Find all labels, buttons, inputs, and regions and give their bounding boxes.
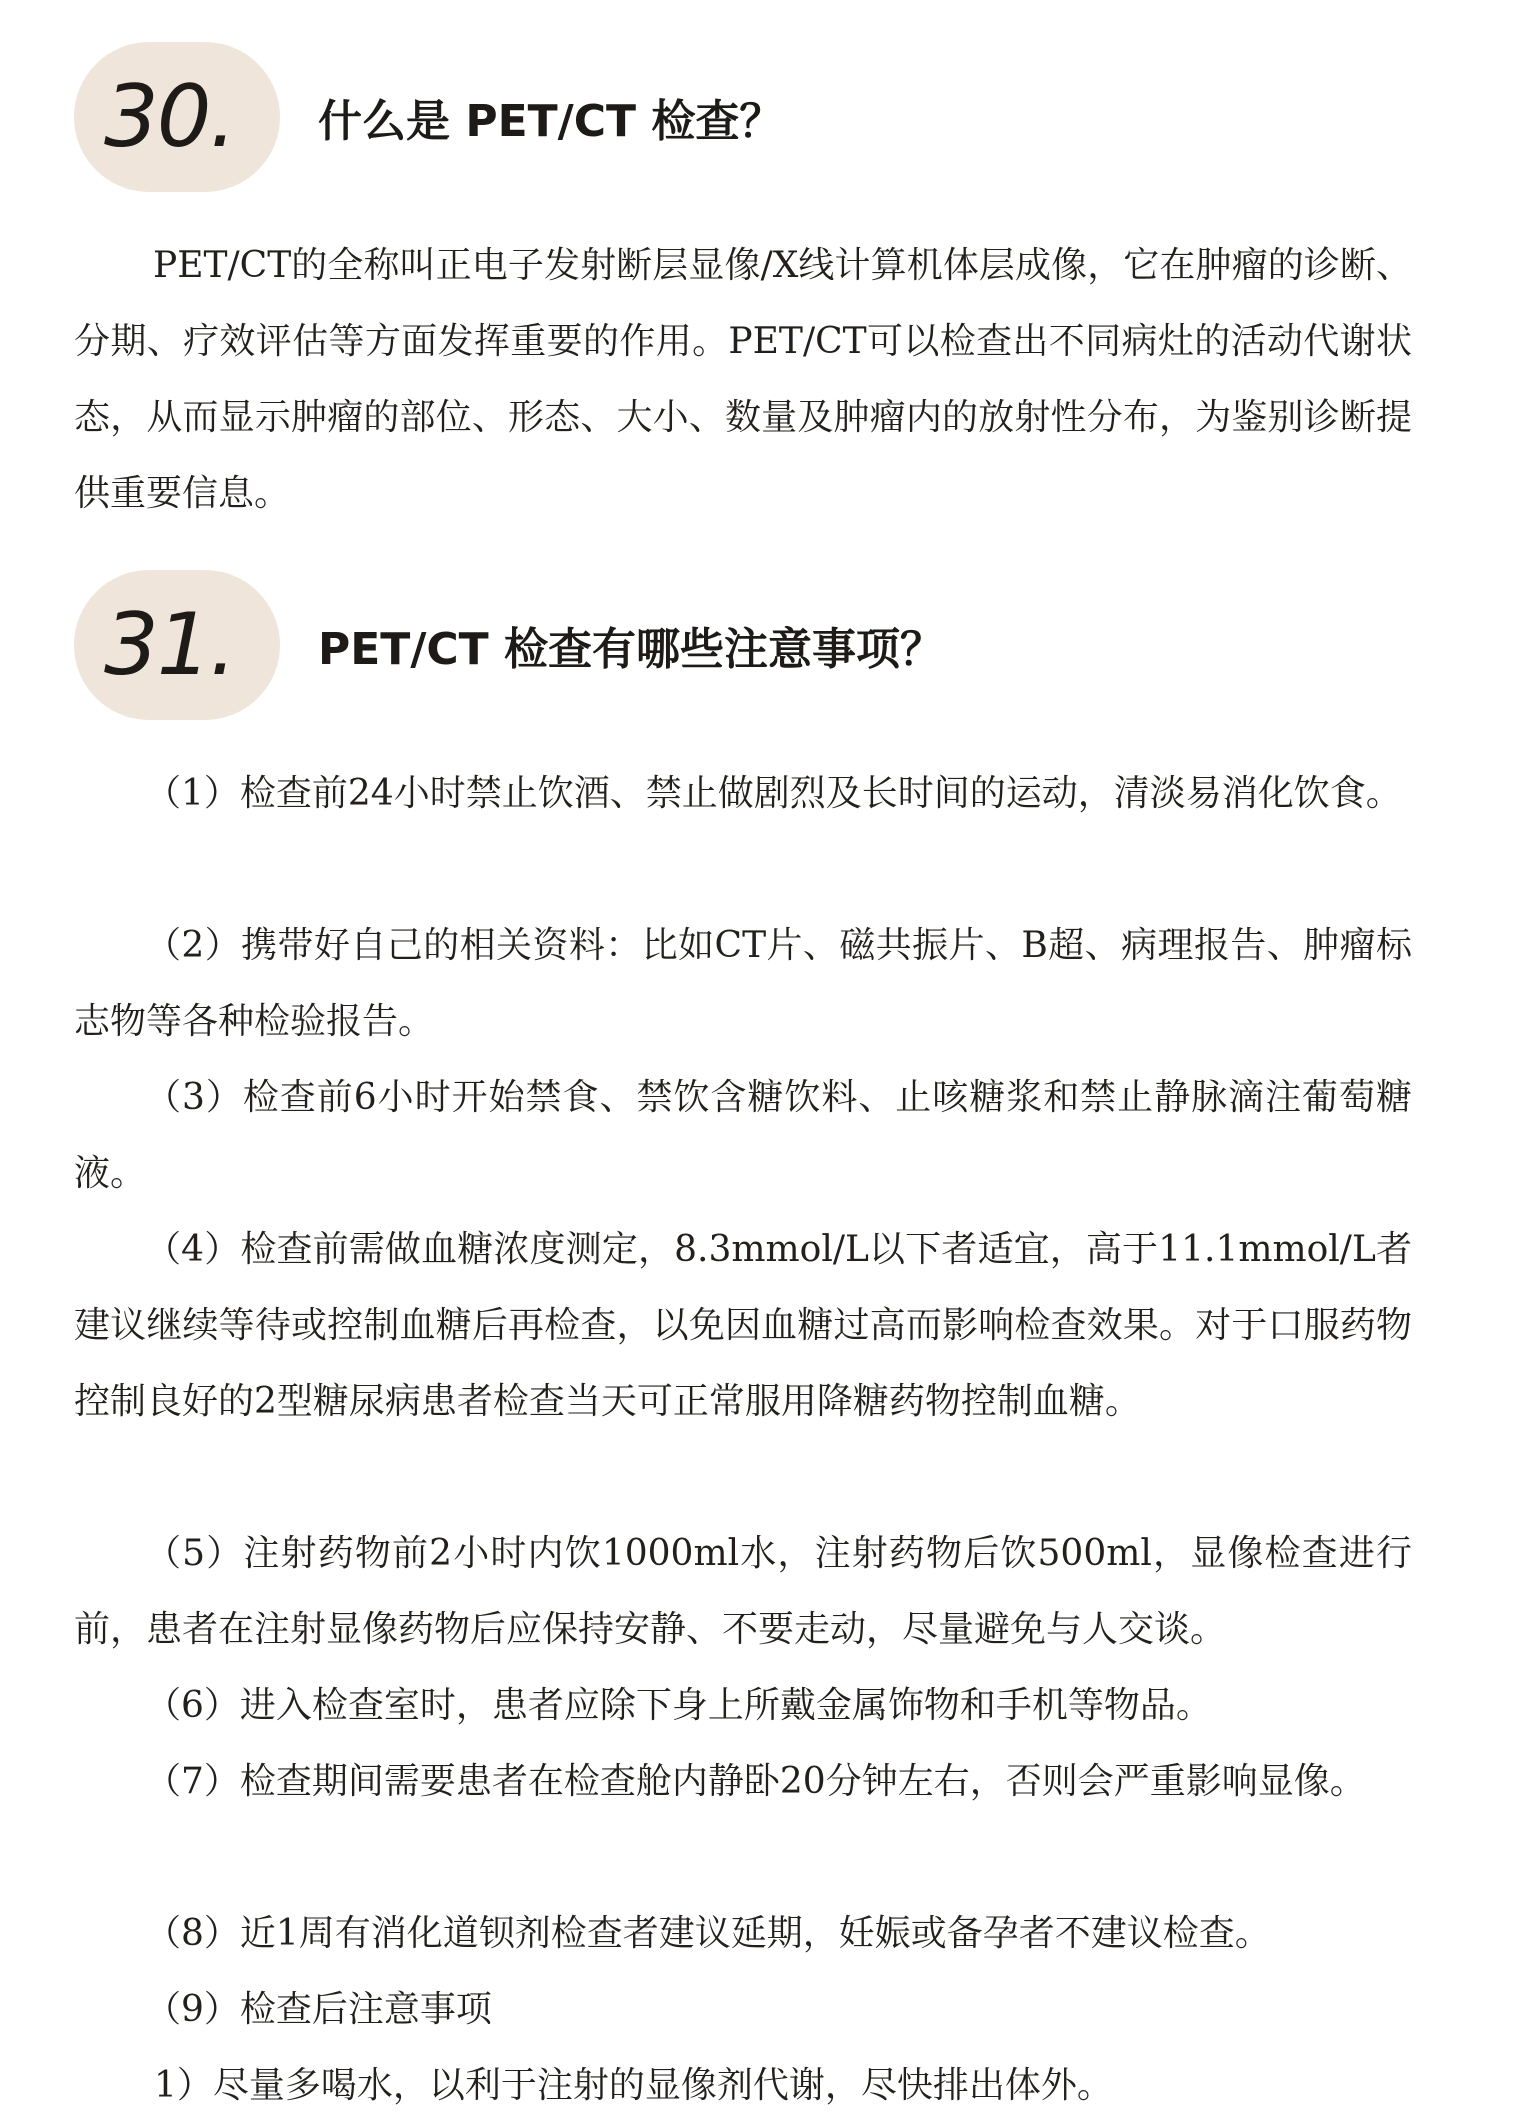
section-30-header xyxy=(74,42,783,192)
section-31-number: 31. xyxy=(104,595,235,695)
section-31-subitem-1: 1）尽量多喝水，以利于注射的显像剂代谢，尽快排出体外。 xyxy=(154,2065,1113,2106)
section-31-item-1: （1）检查前24小时禁止饮酒、禁止做剧烈及长时间的运动，清淡易消化饮食。 xyxy=(145,773,1402,814)
section-31-item-3: （3）检查前6小时开始禁食、禁饮含糖饮料、止咳糖浆和禁止静脉滴注葡萄糖液。 xyxy=(74,1077,1412,1194)
section-30-title: 什么是 PET/CT 检查？ xyxy=(318,96,784,147)
section-31-title: PET/CT 检查有哪些注意事项？ xyxy=(318,624,945,675)
section-31-item-5: （5）注射药物前2小时内饮1000ml水，注射药物后饮500ml，显像检查进行前，患者在注射显像药物后应保持安静、不要走动，尽量避免与人交谈。 xyxy=(74,1533,1412,1650)
section-31-item-6: （6）进入检查室时，患者应除下身上所戴金属饰物和手机等物品。 xyxy=(145,1685,1212,1726)
section-31-item-4: （4）检查前需做血糖浓度测定，8.3mmol/L以下者适宜，高于11.1mmol/L者建议继续等待或控制血糖后再检查，以免因血糖过高而影响检查效果。对于口服药物控制良好的2型糖尿病患者检查当天可正常服用降糖药物控制血糖。 xyxy=(74,1229,1412,1422)
section-31-header xyxy=(74,570,944,720)
section-30-number-badge xyxy=(74,42,280,192)
section-31-item-2: （2）携带好自己的相关资料：比如CT片、磁共振片、B超、病理报告、肿瘤标志物等各种检验报告。 xyxy=(74,925,1412,1042)
section-31-number-badge xyxy=(74,570,280,720)
section-31-item-8: （8）近1周有消化道钡剂检查者建议延期，妊娠或备孕者不建议检查。 xyxy=(145,1913,1271,1954)
section-30-number: 30. xyxy=(104,67,235,167)
section-31-item-7: （7）检查期间需要患者在检查舱内静卧20分钟左右，否则会严重影响显像。 xyxy=(145,1761,1366,1802)
section-31-item-9: （9）检查后注意事项 xyxy=(145,1989,492,2030)
section-30-body: PET/CT的全称叫正电子发射断层显像/X线计算机体层成像，它在肿瘤的诊断、分期、疗效评估等方面发挥重要的作用。PET/CT可以检查出不同病灶的活动代谢状态，从而显示肿瘤的部位、形态、大小、数量及肿瘤内的放射性分布，为鉴别诊断提供重要信息。 xyxy=(74,245,1412,514)
